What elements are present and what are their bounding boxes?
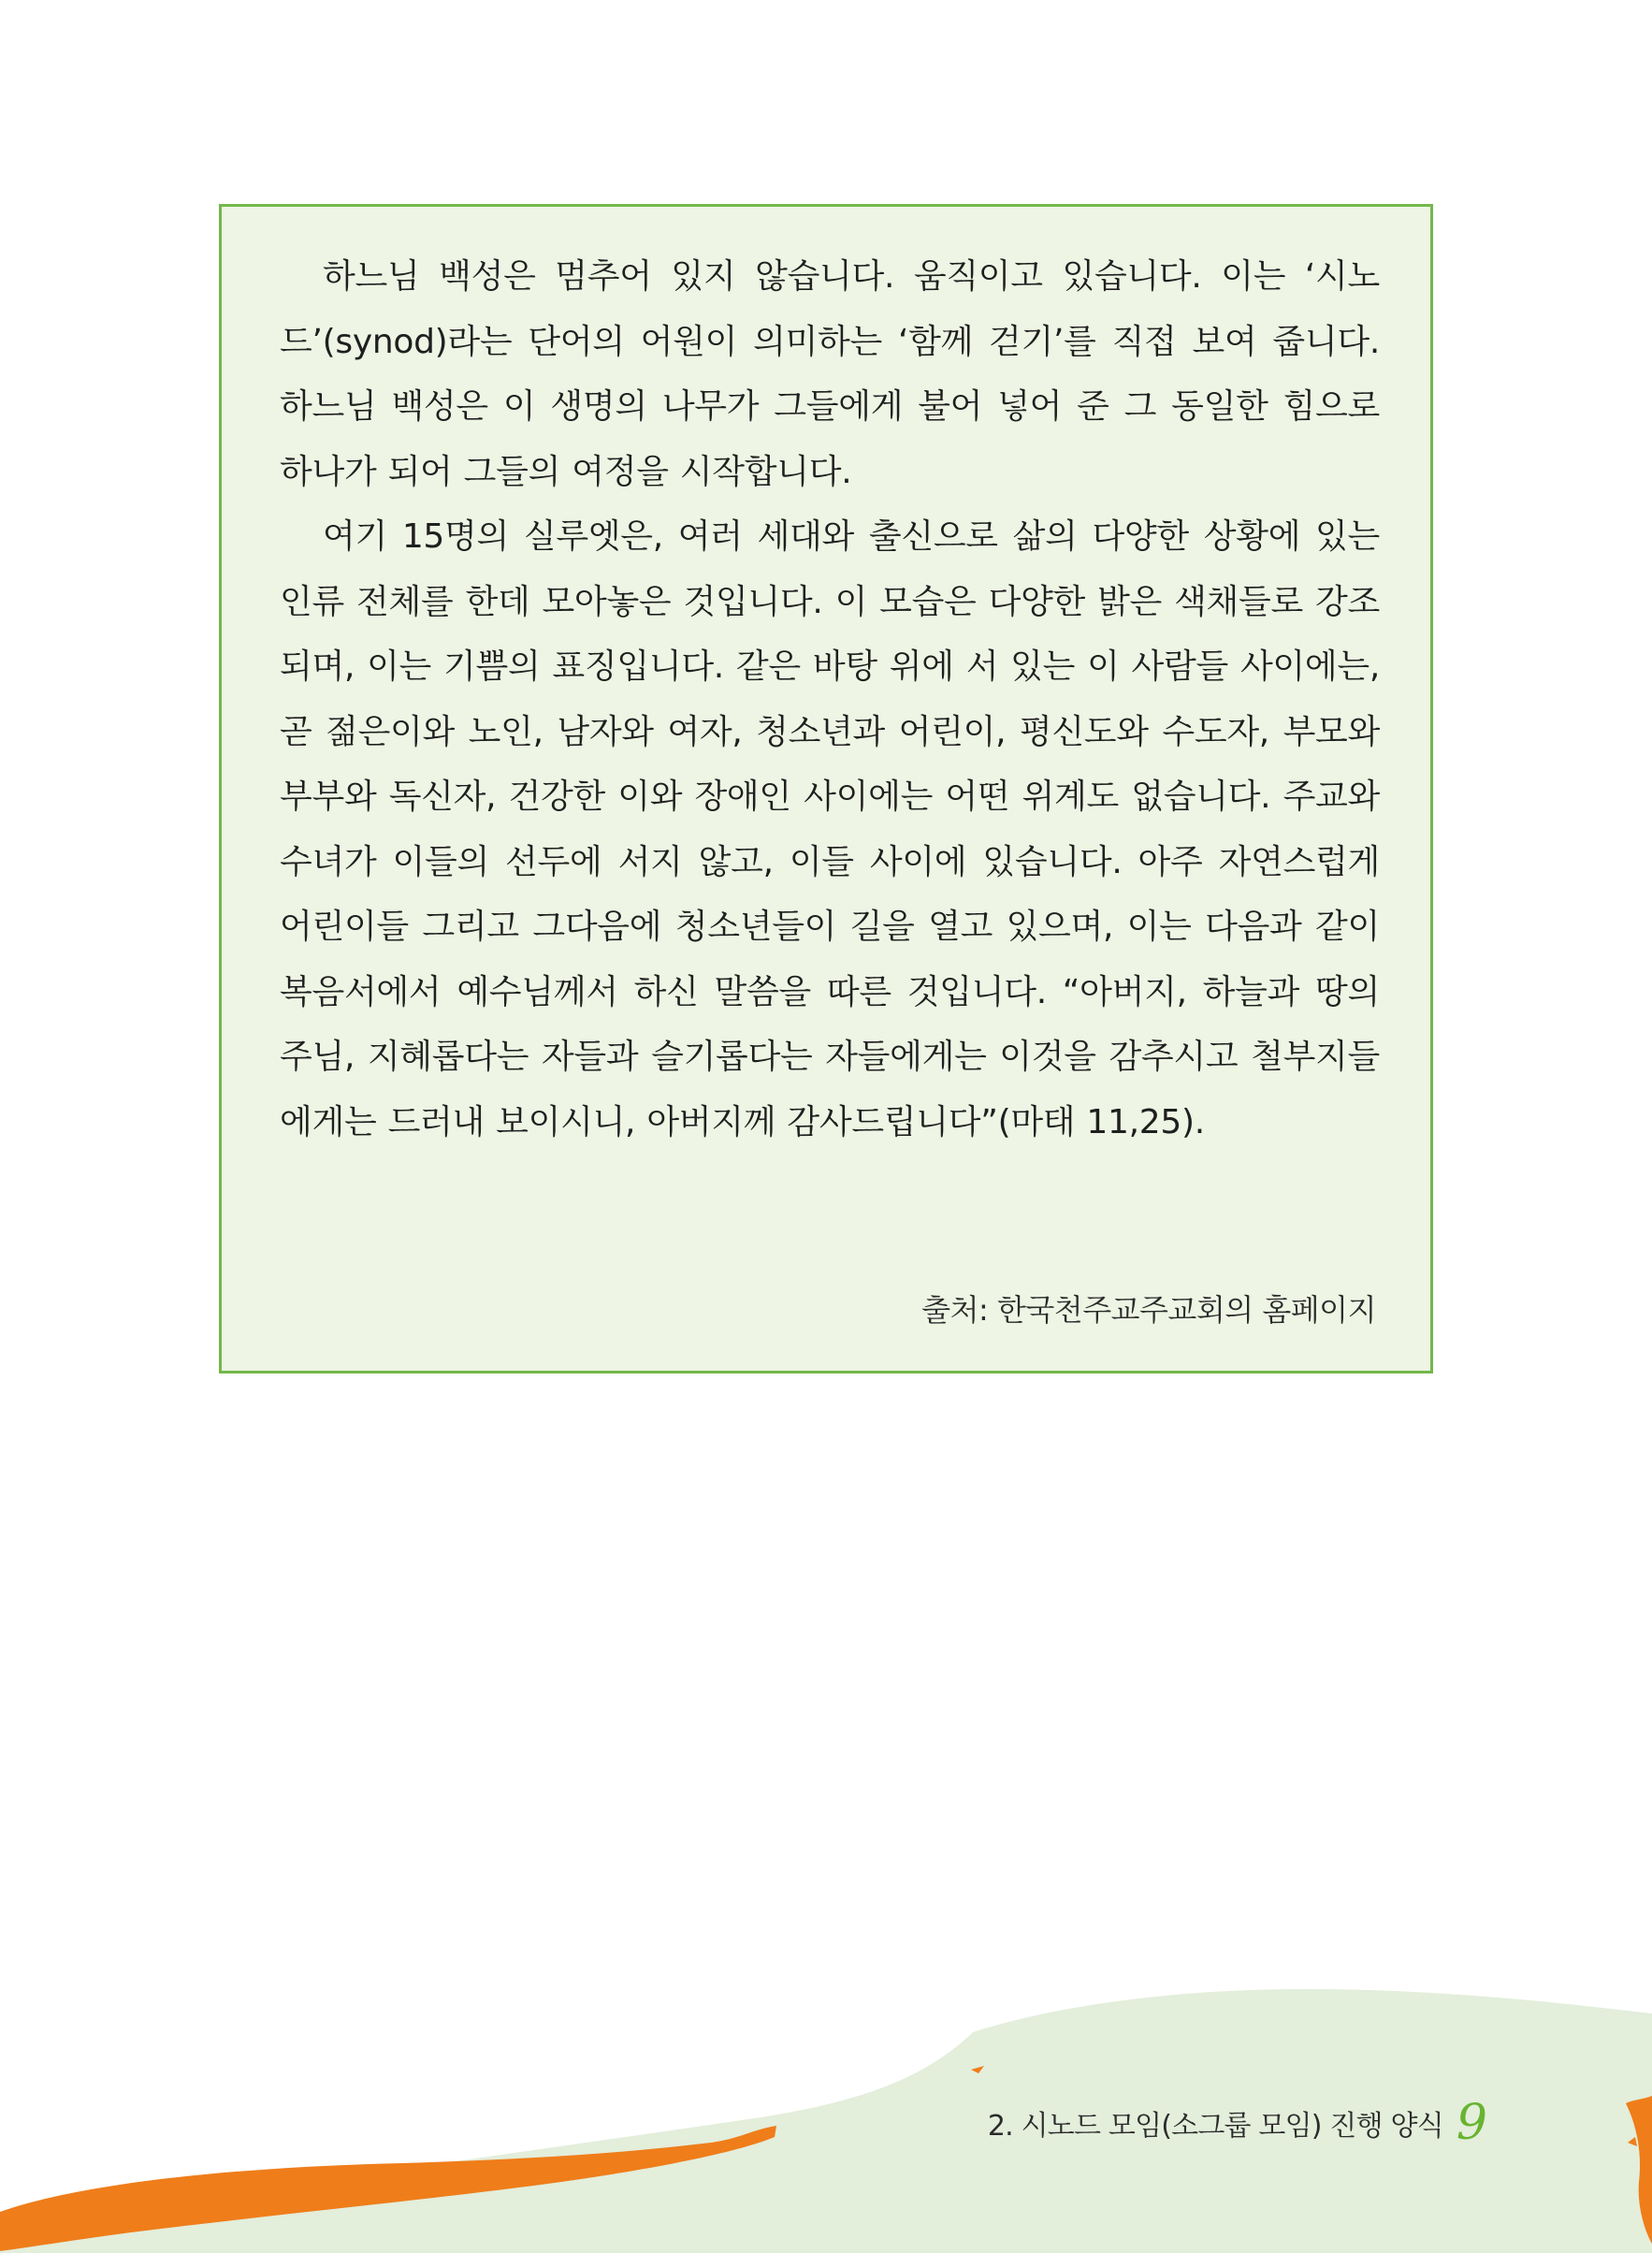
body-paragraph-2: 여기 15명의 실루엣은, 여러 세대와 출신으로 삶의 다양한 상황에 있는 인류 전체를 한데 모아놓은 것입니다. 이 모습은 다양한 밝은 색채들로 강조되며, 이는 기쁨의 표징입니다. 같은 바탕 위에 서 있는 이 사람들 사이에는, 곧 젊은이와 노인, 남자와 여자, 청소년과 어린이, 평신도와 수도자, 부모와 부부와 독신자, 건강한 이와 장애인 사이에는 어떤 위계도 없습니다. 주교와 수녀가 이들의 선두에 서지 않고, 이들 사이에 있습니다. 아주 자연스럽게 어린이들 그리고 그다음에 청소년들이 길을 열고 있으며, 이는 다음과 같이 복음서에서 예수님께서 하신 말씀을 따른 것입니다. “아버지, 하늘과 땅의 주님, 지혜롭다는 자들과 슬기롭다는 자들에게는 이것을 감추시고 철부지들에게는 드러내 보이시니, 아버지께 감사드립니다”(마태 11,25). (280, 517, 1380, 1141)
body-paragraph-1: 하느님 백성은 멈추어 있지 않습니다. 움직이고 있습니다. 이는 ‘시노드’(synod)라는 단어의 어원이 의미하는 ‘함께 걷기’를 직접 보여 줍니다. 하느님 백성은 이 생명의 나무가 그들에게 불어 넣어 준 그 동일한 힘으로 하나가 되어 그들의 여정을 시작합니다. (280, 257, 1380, 491)
page-footer (987, 2095, 1487, 2151)
quote-box-content (280, 244, 1380, 1155)
source-credit: 출처: 한국천주교주교회의 홈페이지 (921, 1292, 1376, 1328)
quote-box (219, 204, 1433, 1374)
page-number: 9 (1456, 2095, 1487, 2151)
footer-section-title: 2. 시노드 모임(소그룹 모임) 진행 양식 (987, 2110, 1443, 2143)
